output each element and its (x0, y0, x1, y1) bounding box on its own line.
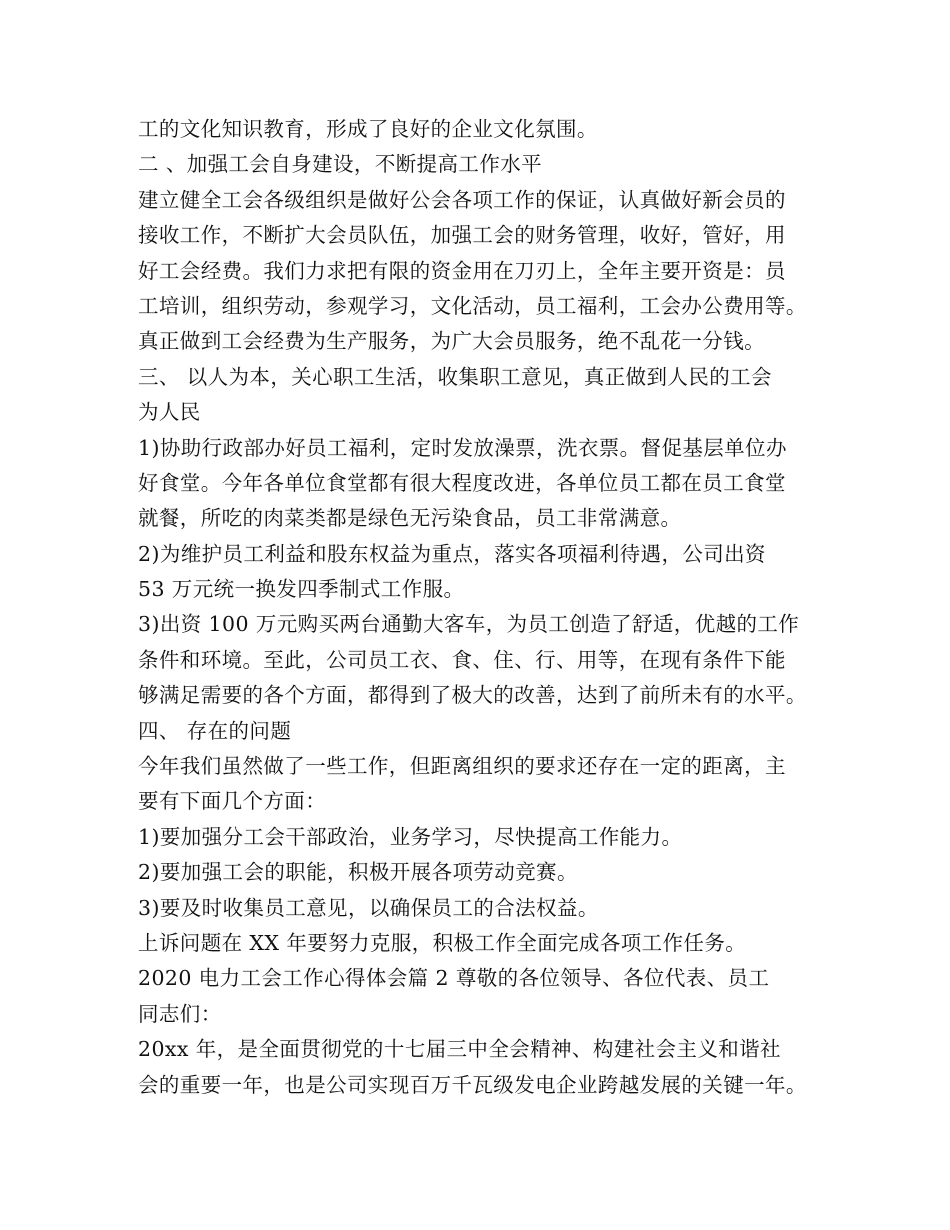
text-line: 53 万元统一换发四季制式工作服。 (138, 577, 465, 602)
document-body (138, 112, 838, 1103)
text-line: 20xx 年，是全面贯彻党的十七届三中全会精神、构建社会主义和谐社 (138, 1037, 781, 1062)
section-heading: 二 、加强工会自身建设，不断提高工作水平 (138, 152, 543, 177)
text-line: 工的文化知识教育，形成了良好的企业文化氛围。 (138, 117, 598, 141)
text-line: 今年我们虽然做了一些工作，但距离组织的要求还存在一定的距离，主 (138, 754, 786, 779)
text-line: 上诉问题在 XX 年要努力克服，积极工作全面完成各项工作任务。 (138, 930, 747, 955)
text-line: 工培训，组织劳动，参观学习，文化活动，员工福利，工会办公费用等。 (138, 293, 807, 318)
text-line: 好工会经费。我们力求把有限的资金用在刀刃上，全年主要开资是：员 (138, 258, 786, 283)
text-line: 接收工作，不断扩大会员队伍，加强工会的财务管理，收好，管好，用 (138, 223, 786, 248)
text-line: 会的重要一年，也是公司实现百万千瓦级发电企业跨越发展的关键一年。 (138, 1072, 807, 1097)
text-line: 3)要及时收集员工意见，以确保员工的合法权益。 (138, 895, 599, 920)
text-line: 真正做到工会经费为生产服务，为广大会员服务，绝不乱花一分钱。 (138, 329, 765, 354)
text-line: 建立健全工会各级组织是做好公会各项工作的保证，认真做好新会员的 (138, 187, 786, 212)
text-line: 够满足需要的各个方面，都得到了极大的改善，达到了前所未有的水平。 (138, 683, 807, 708)
text-line: 1)要加强分工会干部政治，业务学习，尽快提高工作能力。 (138, 824, 683, 849)
section-heading: 为人民 (138, 400, 201, 425)
text-line: 要有下面几个方面： (138, 789, 327, 814)
text-line: 条件和环境。至此，公司员工衣、食、住、行、用等，在现有条件下能 (138, 647, 786, 672)
text-line: 好食堂。今年各单位食堂都有很大程度改进，各单位员工都在员工食堂 (138, 470, 786, 495)
section-heading: 三、 以人为本，关心职工生活，收集职工意见，真正做到人民的工会 (138, 364, 772, 389)
text-line: 1)协助行政部办好员工福利，定时发放澡票，洗衣票。督促基层单位办 (138, 435, 787, 460)
text-line: 2)为维护员工利益和股东权益为重点，落实各项福利待遇，公司出资 (138, 541, 766, 566)
text-line: 同志们： (138, 1001, 222, 1026)
text-line: 2)要加强工会的职能，积极开展各项劳动竞赛。 (138, 860, 578, 885)
section-heading: 四、 存在的问题 (138, 718, 292, 743)
article-heading: 2020 电力工会工作心得体会篇 2 尊敬的各位领导、各位代表、员工 (138, 966, 770, 991)
text-line: 就餐，所吃的肉菜类都是绿色无污染食品，员工非常满意。 (138, 506, 682, 531)
text-line: 3)出资 100 万元购买两台通勤大客车，为员工创造了舒适，优越的工作 (138, 612, 800, 637)
